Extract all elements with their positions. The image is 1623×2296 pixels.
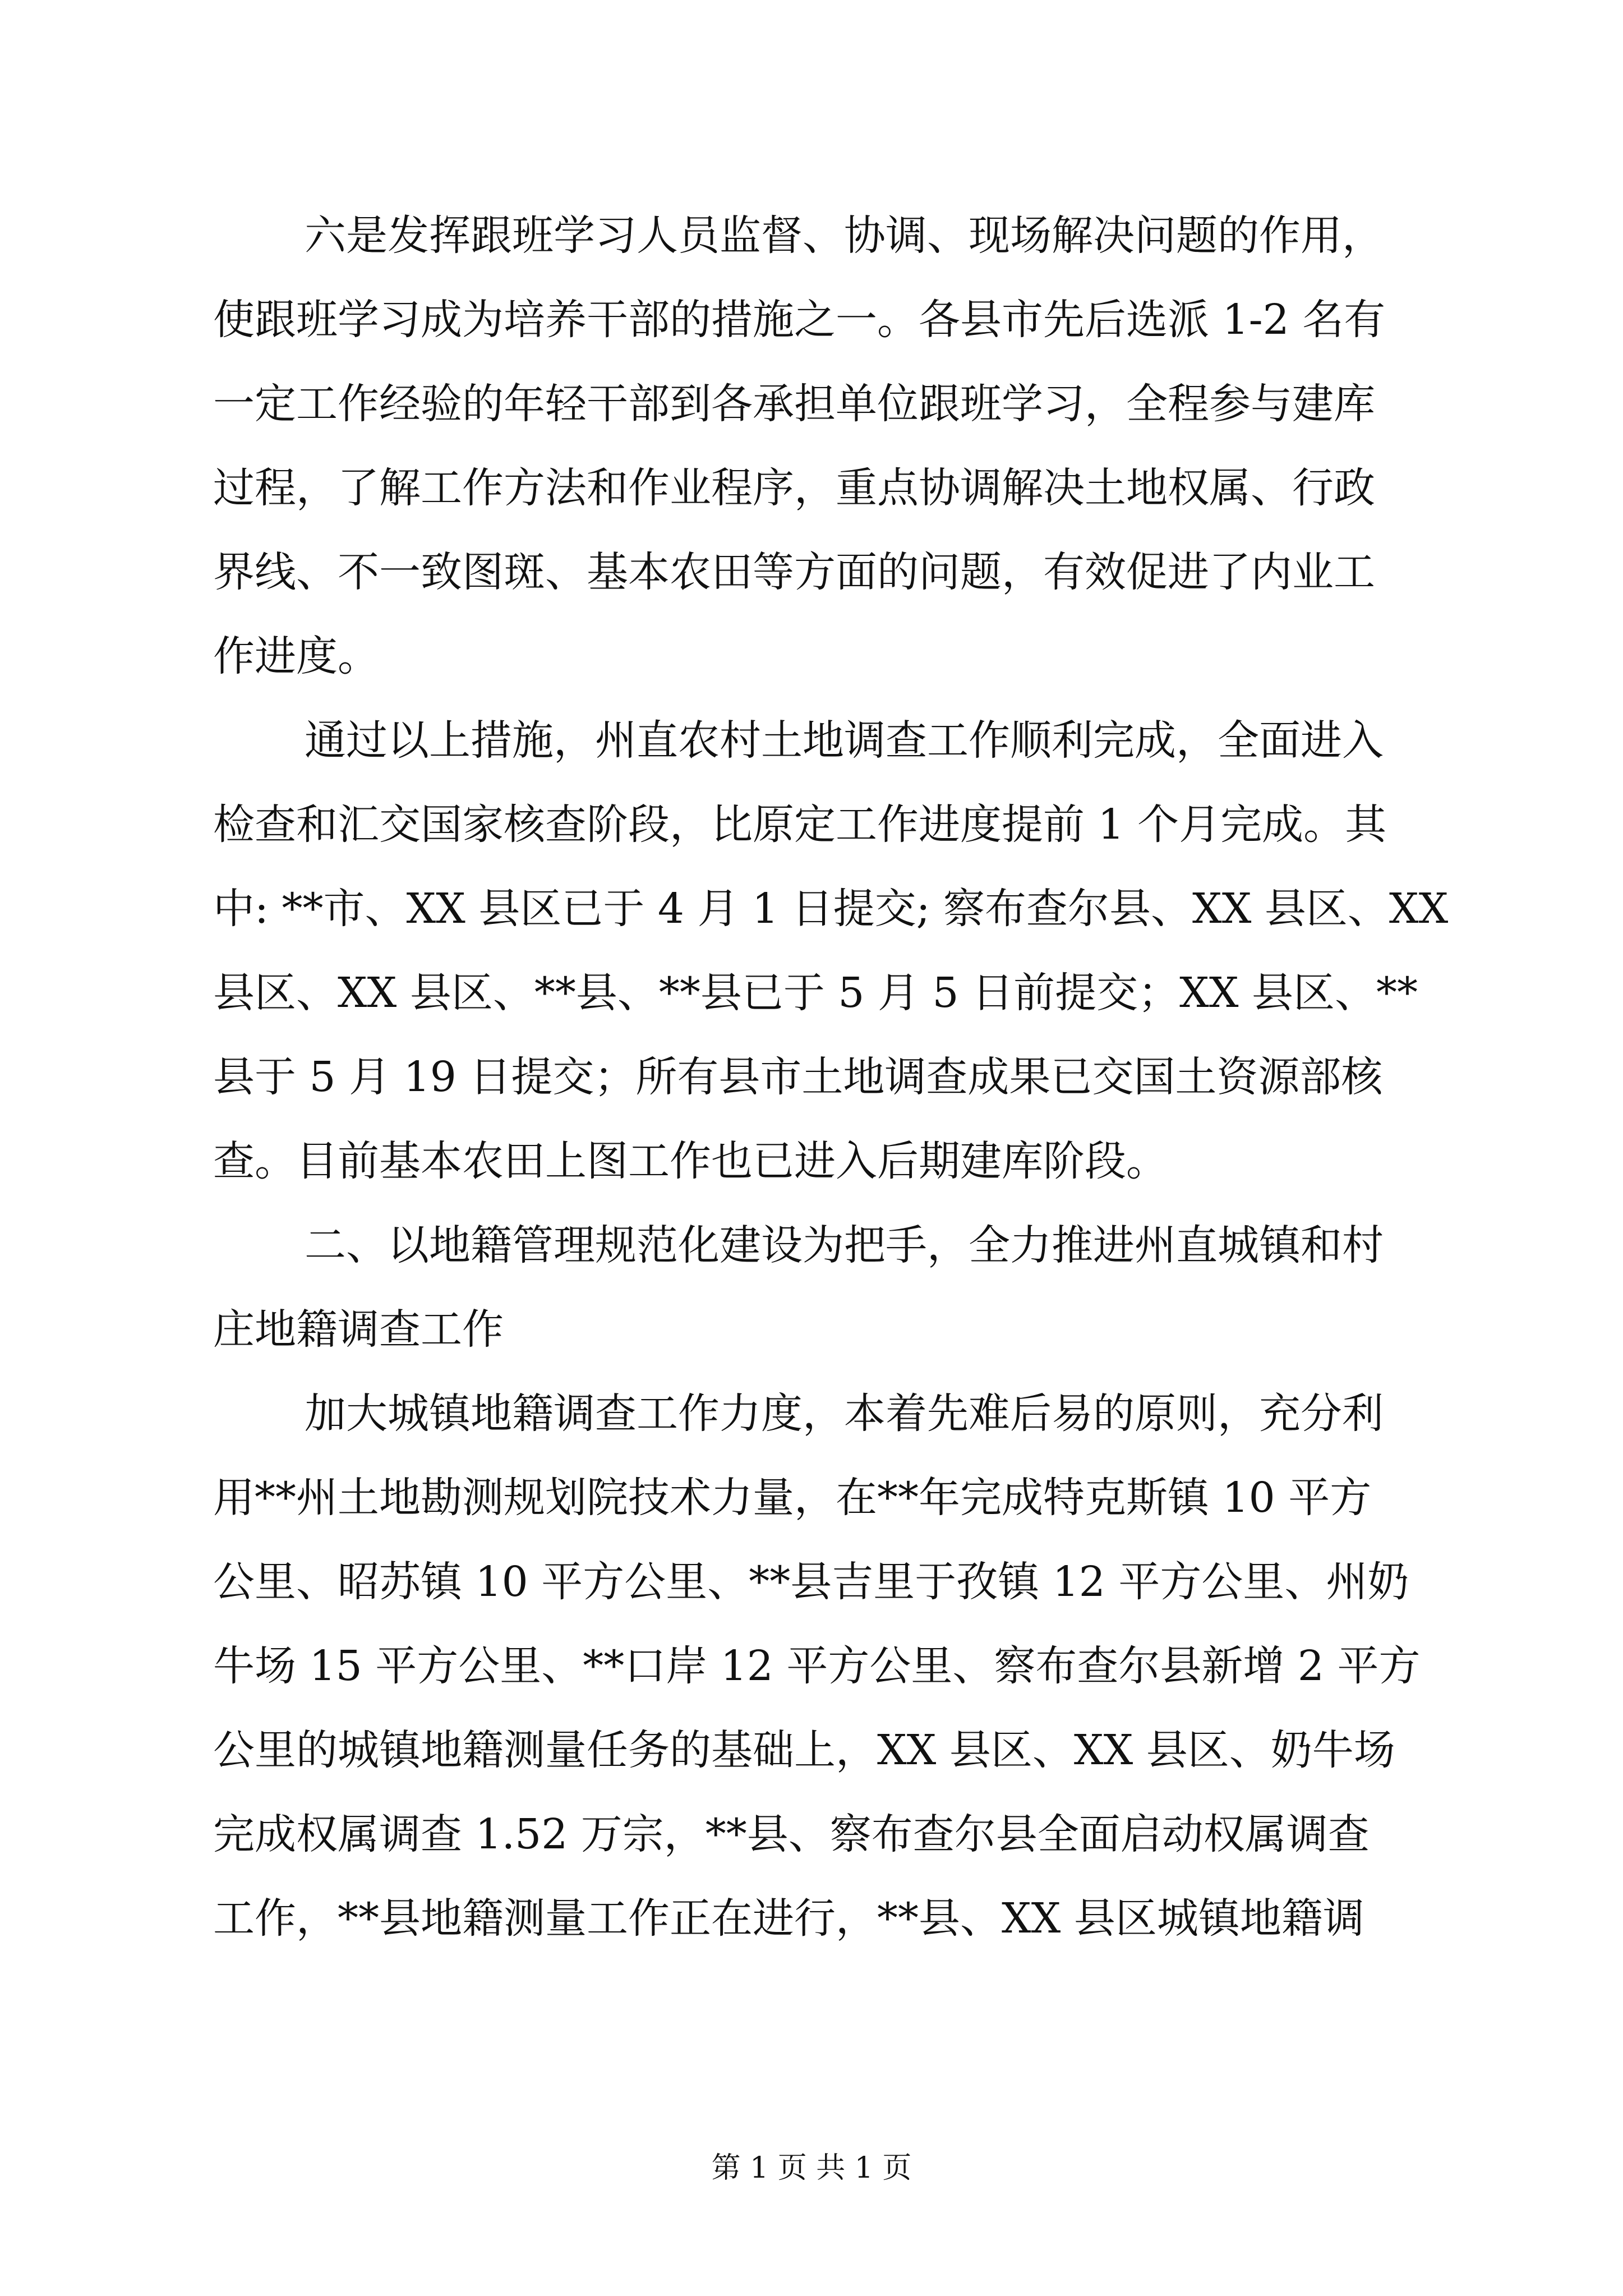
paragraph-line: 界线、不一致图斑、基本农田等方面的问题，有效促进了内业工: [213, 548, 1375, 596]
paragraph-line: 过程，了解工作方法和作业程序，重点协调解决土地权属、行政: [213, 464, 1375, 512]
paragraph-line: 六是发挥跟班学习人员监督、协调、现场解决问题的作用，: [305, 211, 1384, 260]
paragraph-line: 用**州土地勘测规划院技术力量，在**年完成特克斯镇 10 平方: [213, 1474, 1372, 1522]
page-number-footer: 第 1 页 共 1 页: [711, 2151, 912, 2185]
paragraph-line: 作进度。: [213, 632, 379, 680]
section-heading-line: 二、以地籍管理规范化建设为把手，全力推进州直城镇和村: [305, 1221, 1384, 1269]
paragraph-line: 县区、XX 县区、**县、**县已于 5 月 5 日前提交；XX 县区、**: [213, 969, 1418, 1017]
paragraph-line: 查。目前基本农田上图工作也已进入后期建库阶段。: [213, 1137, 1168, 1185]
paragraph-line: 中: **市、XX 县区已于 4 月 1 日提交; 察布查尔县、XX 县区、XX: [213, 885, 1449, 933]
paragraph-line: 公里、昭苏镇 10 平方公里、**县吉里于孜镇 12 平方公里、州奶: [213, 1558, 1409, 1606]
paragraph-line: 加大城镇地籍调查工作力度，本着先难后易的原则，充分利: [305, 1389, 1384, 1438]
paragraph-line: 检查和汇交国家核查阶段，比原定工作进度提前 1 个月完成。其: [213, 800, 1387, 849]
paragraph-line: 工作，**县地籍测量工作正在进行，**县、XX 县区城镇地籍调: [213, 1894, 1364, 1943]
section-heading-line: 庄地籍调查工作: [213, 1305, 504, 1354]
paragraph-line: 公里的城镇地籍测量任务的基础上，XX 县区、XX 县区、奶牛场: [213, 1726, 1395, 1774]
paragraph-line: 完成权属调查 1.52 万宗，**县、察布查尔县全面启动权属调查: [213, 1810, 1370, 1858]
paragraph-line: 县于 5 月 19 日提交；所有县市土地调查成果已交国土资源部核: [213, 1053, 1383, 1101]
paragraph-line: 通过以上措施，州直农村土地调查工作顺利完成，全面进入: [305, 716, 1384, 765]
paragraph-line: 一定工作经验的年轻干部到各承担单位跟班学习，全程参与建库: [213, 380, 1375, 428]
paragraph-line: 牛场 15 平方公里、**口岸 12 平方公里、察布查尔县新增 2 平方: [213, 1642, 1421, 1690]
paragraph-line: 使跟班学习成为培养干部的措施之一。各县市先后选派 1-2 名有: [213, 296, 1386, 344]
